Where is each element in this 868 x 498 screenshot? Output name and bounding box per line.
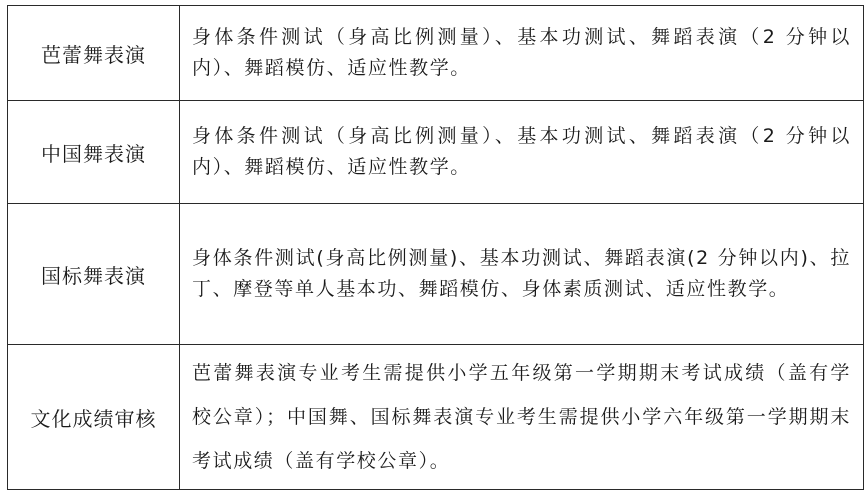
category-cell: 中国舞表演: [8, 101, 180, 204]
category-cell: 文化成绩审核: [8, 345, 180, 490]
description-cell: 身体条件测试（身高比例测量）、基本功测试、舞蹈表演（2 分钟以内）、舞蹈模仿、适应性教学。: [180, 6, 864, 101]
description-cell: 芭蕾舞表演专业考生需提供小学五年级第一学期期末考试成绩（盖有学校公章）；中国舞、国标舞表演专业考生需提供小学六年级第一学期期末考试成绩（盖有学校公章）。: [180, 345, 864, 490]
table-row: [8, 6, 864, 101]
table-row: [8, 345, 864, 490]
category-cell: 芭蕾舞表演: [8, 6, 180, 101]
table-row: [8, 204, 864, 345]
description-cell: 身体条件测试(身高比例测量)、基本功测试、舞蹈表演(2 分钟以内)、拉丁、摩登等单人基本功、舞蹈模仿、身体素质测试、适应性教学。: [180, 204, 864, 345]
exam-content-table: [7, 5, 864, 490]
description-cell: 身体条件测试（身高比例测量）、基本功测试、舞蹈表演（2 分钟以内）、舞蹈模仿、适应性教学。: [180, 101, 864, 204]
table-row: [8, 101, 864, 204]
category-cell: 国标舞表演: [8, 204, 180, 345]
